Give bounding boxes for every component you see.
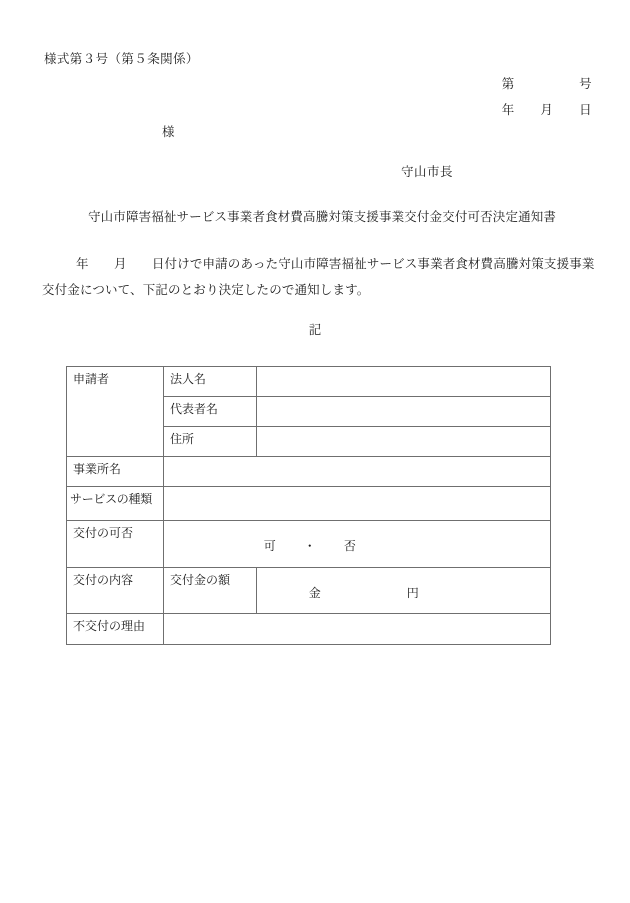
cell-office-name-value[interactable] [164, 457, 551, 487]
cell-denial-reason-label [67, 614, 164, 645]
cell-representative-name-label [164, 397, 257, 427]
grant-decision-label-text: 交付の可否 [73, 526, 134, 540]
cell-denial-reason-value[interactable] [164, 614, 551, 645]
page-title: 守山市障害福祉サービス事業者食材費高騰対策支援事業交付金交付可否決定通知書 [88, 209, 557, 224]
body-paragraph-line-1: 年 月 日付けで申請のあった守山市障害福祉サービス事業者食材費高騰対策支援事業 [76, 256, 595, 271]
cell-applicant-label [67, 367, 164, 457]
form-number: 様式第３号（第５条関係） [44, 51, 199, 66]
cell-service-type-value[interactable] [164, 487, 551, 521]
office-name-value-text [164, 457, 550, 463]
representative-name-value-text [257, 397, 550, 403]
table-row [67, 614, 551, 645]
address-value-text [257, 427, 550, 433]
table-row [67, 521, 551, 568]
cell-grant-decision-choice[interactable] [164, 521, 551, 568]
table-row [67, 567, 551, 614]
corporate-name-value-text [257, 367, 550, 373]
denial-reason-value-text [164, 614, 550, 620]
cell-service-type-label [67, 487, 164, 521]
cell-grant-decision-label [67, 521, 164, 568]
grant-amount-group [257, 568, 550, 614]
choice-option-approve[interactable]: 可 [263, 539, 276, 554]
choice-separator: ・ [303, 539, 316, 554]
cell-corporate-name-value[interactable] [257, 367, 551, 397]
cell-representative-name-value[interactable] [257, 397, 551, 427]
grant-content-label-text: 交付の内容 [73, 572, 134, 587]
table-row [67, 457, 551, 487]
ki-marker: 記 [308, 322, 322, 337]
cell-address-value[interactable] [257, 427, 551, 457]
office-name-label-text: 事業所名 [73, 462, 122, 476]
table-row [67, 367, 551, 397]
grant-amount-label-text: 交付金の額 [170, 572, 231, 587]
cell-address-label [164, 427, 257, 457]
representative-name-label-text: 代表者名 [170, 402, 219, 416]
cell-grant-amount-label [164, 567, 257, 614]
cell-grant-content-label [67, 567, 164, 614]
address-label-text: 住所 [170, 432, 195, 446]
issuer-name: 守山市長 [401, 164, 454, 179]
service-type-value-text [164, 487, 550, 493]
table-row [67, 487, 551, 521]
document-date-field: 年 月 日 [501, 102, 592, 117]
service-type-label-text: サービスの種類 [70, 492, 152, 506]
amount-unit: 円 [406, 585, 419, 600]
cell-office-name-label [67, 457, 164, 487]
applicant-label-text: 申請者 [73, 372, 110, 386]
grant-decision-choice-group [164, 521, 550, 567]
addressee-honorific: 様 [162, 124, 175, 139]
denial-reason-label-text: 不交付の理由 [73, 619, 146, 634]
cell-corporate-name-label [164, 367, 257, 397]
amount-prefix: 金 [308, 585, 321, 600]
document-number-field: 第 号 [501, 76, 592, 91]
corporate-name-label-text: 法人名 [170, 372, 207, 386]
cell-grant-amount-value[interactable] [257, 567, 551, 614]
decision-details-table [66, 366, 551, 645]
choice-option-deny[interactable]: 否 [343, 539, 356, 554]
body-paragraph-line-2: 交付金について、下記のとおり決定したので通知します。 [42, 282, 370, 297]
